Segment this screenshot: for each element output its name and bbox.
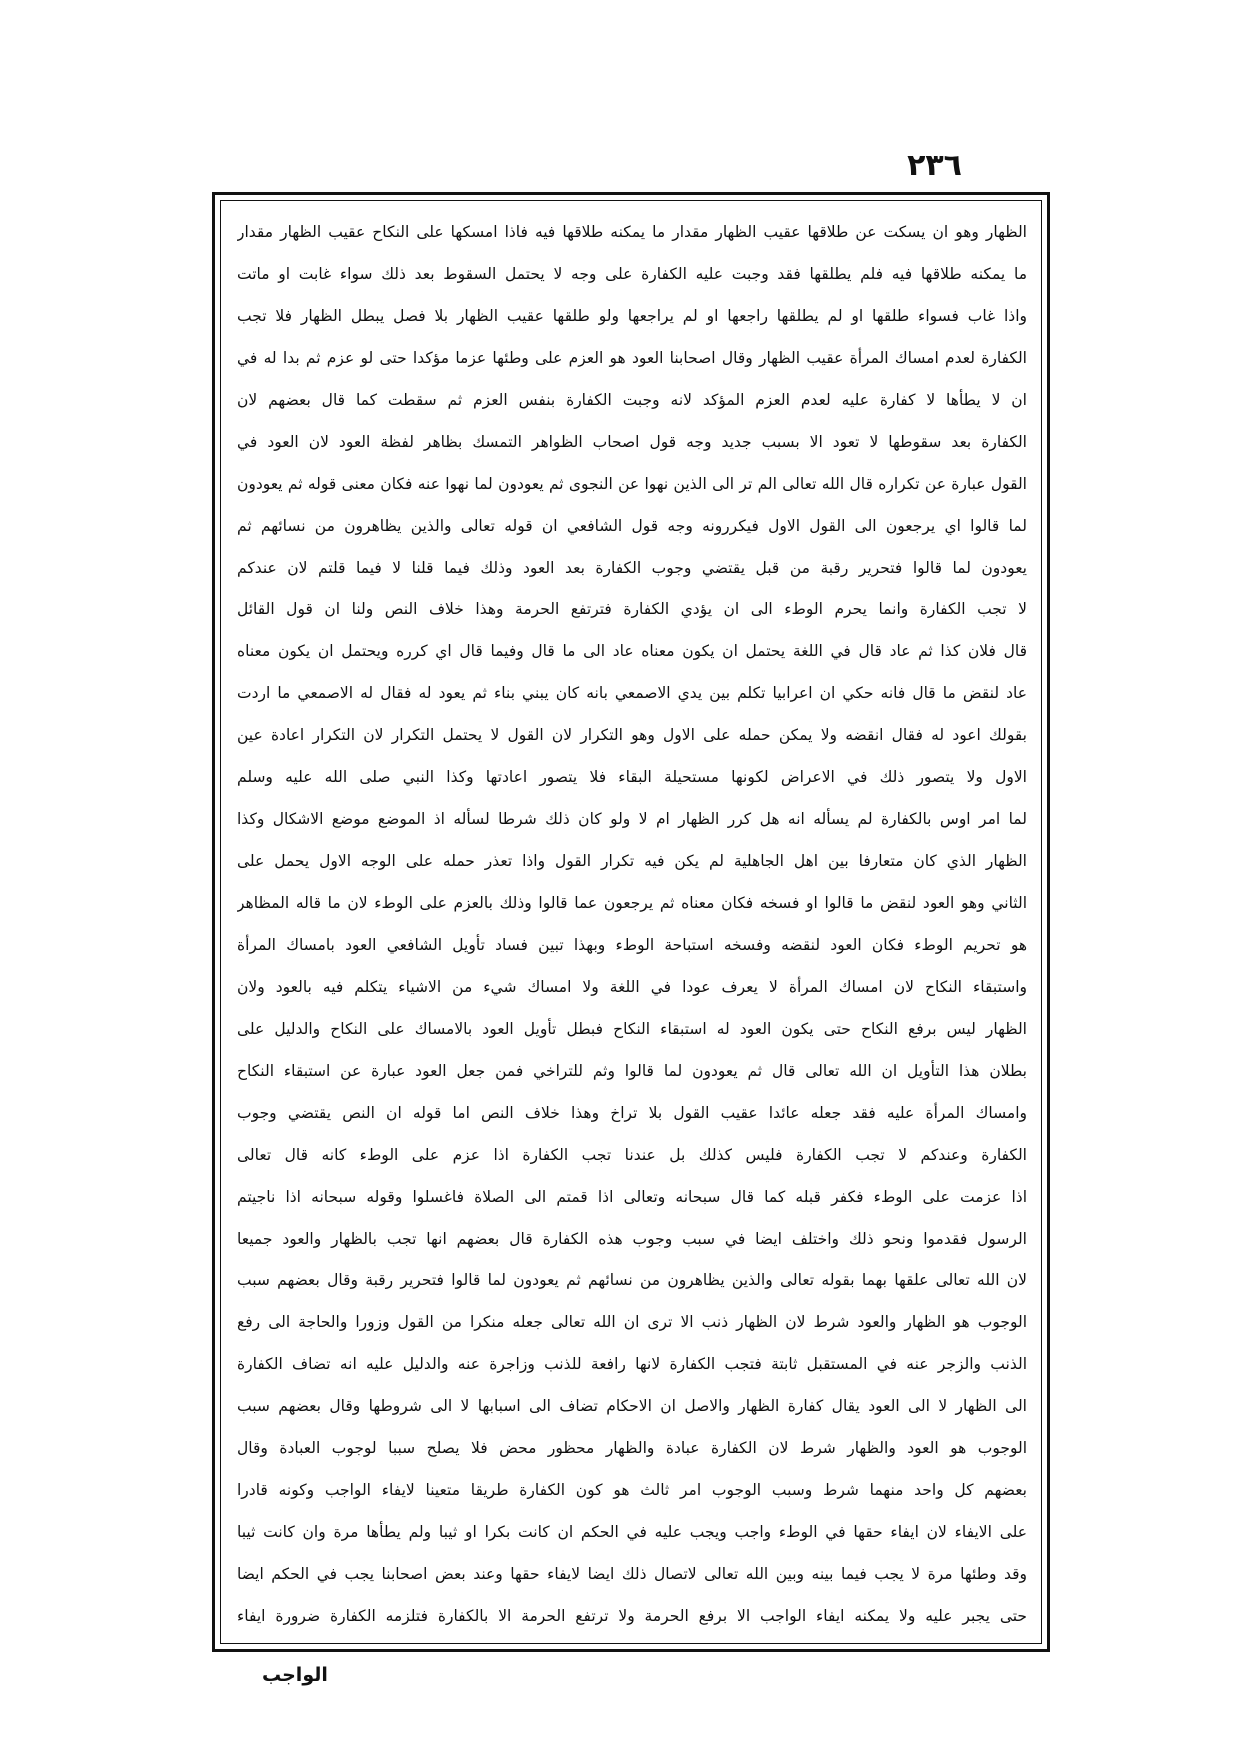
text-line: لا تجب الكفارة وانما يحرم الوطء الى ان يؤدي الكفارة فترتفع الحرمة وهذا خلاف النص ولنا ان قول القائل (237, 600, 1027, 619)
text-line: الكفارة بعد سقوطها لا تعود الا بسبب جديد وجه قول اصحاب الظواهر التمسك بظاهر لفظة العود لان العود في (237, 432, 1027, 451)
text-line: الاول ولا يتصور ذلك في الاعراض لكونها مستحيلة البقاء فلا يتصور اعادتها وكذا النبي صلى الله عليه وسلم (237, 768, 1027, 787)
text-line: لما امر اوس بالكفارة لم يسأله انه هل كرر الظهار ام لا ولو كان ذلك شرطا لسأله اذ الموضع موضع الاشكال وكذا (237, 810, 1027, 829)
text-line: الظهار ليس برفع النكاح حتى يكون العود له استبقاء النكاح فبطل تأويل العود بالامساك على النكاح والدليل على (237, 1019, 1027, 1038)
text-line: قال فلان كذا ثم عاد قال في اللغة يحتمل ان يكون معناه عاد الى ما قال وفيما قال اي كرره ويحتمل ان يكون معناه (237, 642, 1027, 661)
text-line: وامساك المرأة عليه فقد جعله عائدا عقيب القول بلا تراخ وهذا خلاف النص اما قوله ان النص يقتضي وجوب (237, 1103, 1027, 1122)
page-frame-inner (220, 200, 1042, 1644)
text-line: الثاني وهو العود لنقض ما قالوا او فسخه فكان معناه ثم يرجعون عما قالوا وذلك بالعزم على الوطء لان ما قاله المظاهر (237, 894, 1027, 912)
text-line: بقولك اعود له فقال انقضه ولا يمكن حمله على الاول وهو التكرار لان القول لا يحتمل التكرار لان التكرار اعادة عين (237, 726, 1027, 745)
text-line: لان الله تعالى علقها بهما بقوله تعالى والذين يظاهرون من نسائهم ثم يعودون لما قالوا فتحرير رقبة وقال بعضهم سبب (237, 1271, 1027, 1290)
text-line: يعودون لما قالوا فتحرير رقبة من قبل يقتضي وجوب الكفارة بعد العود وذلك فيما قلنا لا فيما قلتم لان عندكم (237, 558, 1027, 577)
page-frame-outer (212, 192, 1050, 1652)
text-line: الكفارة لعدم امساك المرأة عقيب الظهار وقال اصحابنا العود هو العزم على وطئها عزما مؤكدا حتى لو عزم ثم بدا له في (237, 348, 1027, 367)
text-line: اذا عزمت على الوطء فكفر قبله كما قال سبحانه وتعالى اذا قمتم الى الصلاة فاغسلوا وقوله سبحانه اذا ناجيتم (237, 1187, 1027, 1206)
main-text-block (237, 215, 1027, 1633)
text-line: الذنب والزجر عنه في المستقبل ثابتة فتجب الكفارة لانها رافعة للذنب وزاجرة عنه والدليل عليه انه تضاف الكفارة (237, 1355, 1027, 1374)
text-line: الرسول فقدموا ونحو ذلك واختلف ايضا في سبب وجوب هذه الكفارة قال بعضهم انها تجب بالظهار والعود جميعا (237, 1229, 1027, 1248)
text-line: حتى يجبر عليه ولا يمكنه ايفاء الواجب الا برفع الحرمة ولا ترتفع الحرمة الا بالكفارة فتلزمه الكفارة ضرورة ايفاء (237, 1606, 1027, 1625)
text-line: بعضهم كل واحد منهما شرط وسبب الوجوب امر ثالث هو كون الكفارة طريقا متعينا لايفاء الواجب وكونه قادرا (237, 1481, 1027, 1500)
catchword: الواجب (262, 1664, 328, 1686)
text-line: وقد وطئها مرة لا يجب فيما بينه وبين الله تعالى لاتصال ذلك ايضا لايفاء حقها وعند بعض اصحابنا يجب في الحكم ايضا (237, 1565, 1027, 1583)
text-line: واستبقاء النكاح لان امساك المرأة لا يعرف عودا في اللغة ولا امساك شيء من الاشياء يتكلم فيه بالعود ولان (237, 977, 1027, 996)
text-line: الى الظهار لا الى العود يقال كفارة الظهار والاصل ان الاحكام تضاف الى اسبابها لا الى شروطها وقال بعضهم سبب (237, 1397, 1027, 1416)
text-line: هو تحريم الوطء فكان العود لنقضه وفسخه استباحة الوطء وبهذا تبين فساد تأويل الشافعي العود بامساك المرأة (237, 935, 1027, 954)
text-line: القول عبارة عن تكراره قال الله تعالى الم تر الى الذين نهوا عن النجوى ثم يعودون لما نهوا عنه فكان معنى قوله ثم يعودون (237, 474, 1027, 493)
text-line: ان لا يطأها لا كفارة عليه لعدم العزم المؤكد لانه وجبت الكفارة بنفس العزم ثم سقطت كما قال بعضهم لان (237, 390, 1027, 409)
text-line: واذا غاب فسواء طلقها او لم يطلقها راجعها او لم يراجعها ولو طلقها عقيب الظهار بلا فصل يبطل الظهار فلا تجب (237, 306, 1027, 325)
text-line: على الايفاء لان ايفاء حقها في الوطء واجب ويجب عليه في الحكم ان كانت بكرا او ثيبا ولم يطأها مرة وان كانت ثيبا (237, 1523, 1027, 1542)
text-line: الكفارة وعندكم لا تجب الكفارة فليس كذلك بل عندنا تجب الكفارة اذا عزم على الوطء كانه قال تعالى (237, 1145, 1027, 1164)
text-line: لما قالوا اي يرجعون الى القول الاول فيكررونه وجه قول الشافعي ان قوله تعالى والذين يظاهرون من نسائهم ثم (237, 516, 1027, 535)
page-number: ٢٣٦ (907, 148, 962, 183)
text-line: بطلان هذا التأويل ان الله تعالى قال ثم يعودون لما قالوا وثم للتراخي فمن جعل العود عبارة عن استبقاء النكاح (237, 1061, 1027, 1080)
text-line: الظهار الذي كان متعارفا بين اهل الجاهلية لم يكن فيه تكرار القول واذا تعذر حمله على الوجه الاول يحمل على (237, 852, 1027, 871)
text-line: ما يمكنه طلاقها فيه فلم يطلقها فقد وجبت عليه الكفارة على وجه لا يحتمل السقوط بعد ذلك سواء غابت او ماتت (237, 264, 1027, 283)
text-line: الظهار وهو ان يسكت عن طلاقها عقيب الظهار مقدار ما يمكنه طلاقها فيه فاذا امسكها على النكاح عقيب الظهار مقدار (237, 223, 1027, 241)
text-line: الوجوب هو العود والظهار شرط لان الكفارة عبادة والظهار محظور محض فلا يصلح سببا لوجوب العبادة وقال (237, 1439, 1027, 1458)
text-line: عاد لنقض ما قال فانه حكي ان اعرابيا تكلم بين يدي الاصمعي بانه كان يبني بناء ثم يعود له فقال له الاصمعي ما اردت (237, 684, 1027, 703)
text-line: الوجوب هو الظهار والعود شرط لان الظهار ذنب الا ترى ان الله تعالى جعله منكرا من القول وزورا والحاجة الى رفع (237, 1313, 1027, 1332)
